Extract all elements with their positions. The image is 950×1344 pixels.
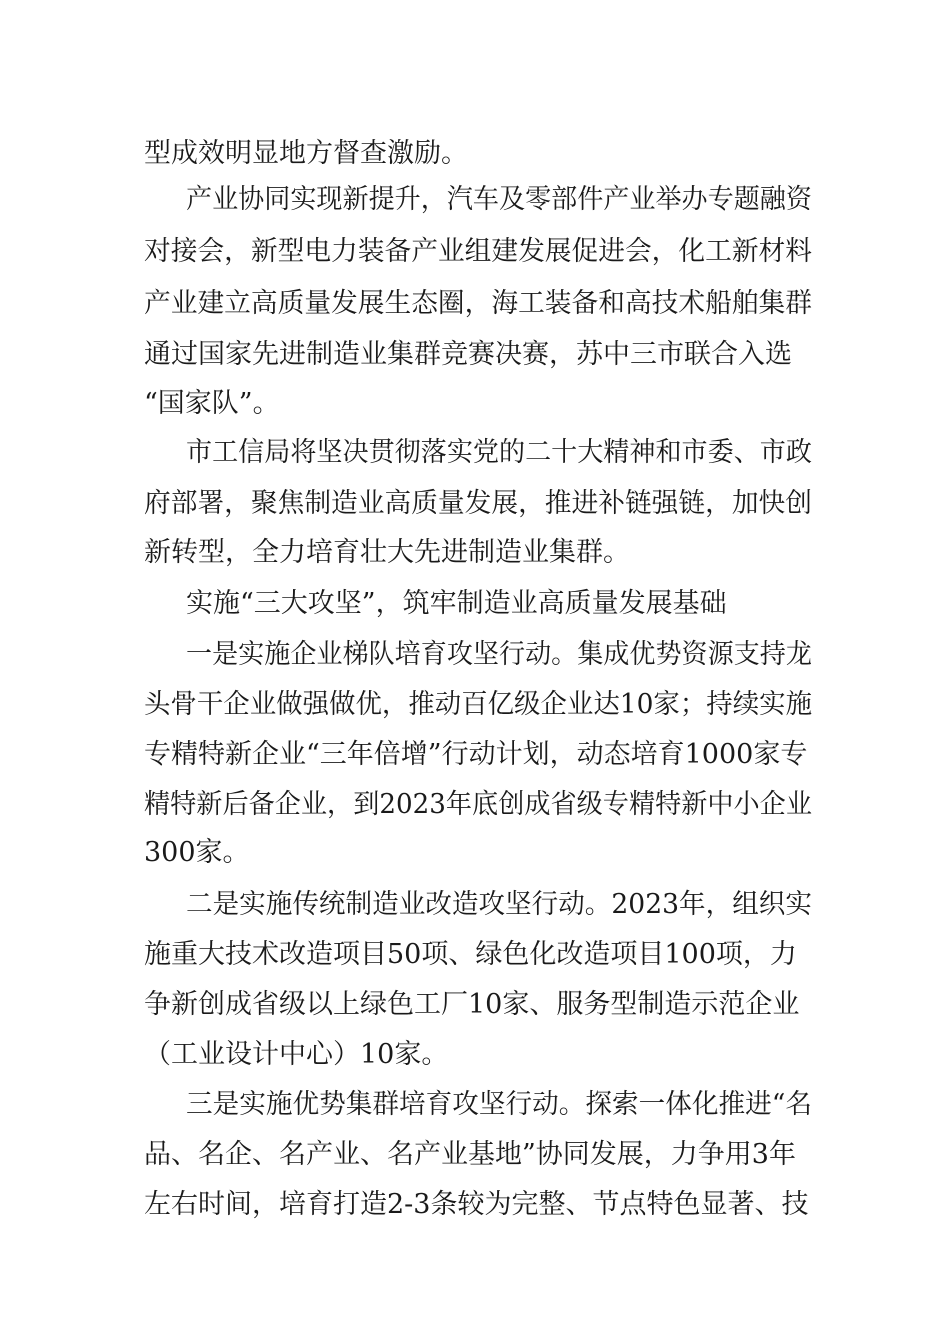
- text-line: 施重大技术改造项目50项、绿色化改造项目100项，力: [144, 939, 797, 970]
- text-line: 300家。: [144, 837, 250, 868]
- text-line: “国家队”。: [144, 388, 280, 419]
- paragraph-start-line: 二是实施传统制造业改造攻坚行动。2023年，组织实: [186, 889, 812, 920]
- text-line: 争新创成省级以上绿色工厂10家、服务型制造示范企业: [144, 989, 800, 1020]
- text-line: （工业设计中心）10家。: [144, 1039, 449, 1070]
- paragraph-start-line: 产业协同实现新提升，汽车及零部件产业举办专题融资: [186, 184, 812, 215]
- text-line: 头骨干企业做强做优，推动百亿级企业达10家；持续实施: [144, 689, 813, 720]
- text-line: 通过国家先进制造业集群竞赛决赛，苏中三市联合入选: [144, 339, 792, 370]
- text-line: 对接会，新型电力装备产业组建发展促进会，化工新材料: [144, 236, 812, 267]
- text-line: 新转型，全力培育壮大先进制造业集群。: [144, 537, 630, 568]
- text-line: 专精特新企业“三年倍增”行动计划，动态培育1000家专: [144, 739, 808, 770]
- text-line: 左右时间，培育打造2-3条较为完整、节点特色显著、技: [144, 1189, 809, 1220]
- text-line: 精特新后备企业，到2023年底创成省级专精特新中小企业: [144, 789, 812, 820]
- text-line: 府部署，聚焦制造业高质量发展，推进补链强链，加快创: [144, 488, 812, 519]
- text-line: 型成效明显地方督查激励。: [144, 138, 468, 169]
- paragraph-start-line: 三是实施优势集群培育攻坚行动。探索一体化推进“名: [186, 1089, 812, 1120]
- text-line: 品、名企、名产业、名产业基地”协同发展，力争用3年: [144, 1139, 796, 1170]
- paragraph-start-line: 一是实施企业梯队培育攻坚行动。集成优势资源支持龙: [186, 639, 812, 670]
- section-heading: 实施“三大攻坚”，筑牢制造业高质量发展基础: [186, 588, 727, 619]
- text-line: 产业建立高质量发展生态圈，海工装备和高技术船舶集群: [144, 288, 812, 319]
- paragraph-start-line: 市工信局将坚决贯彻落实党的二十大精神和市委、市政: [186, 437, 812, 468]
